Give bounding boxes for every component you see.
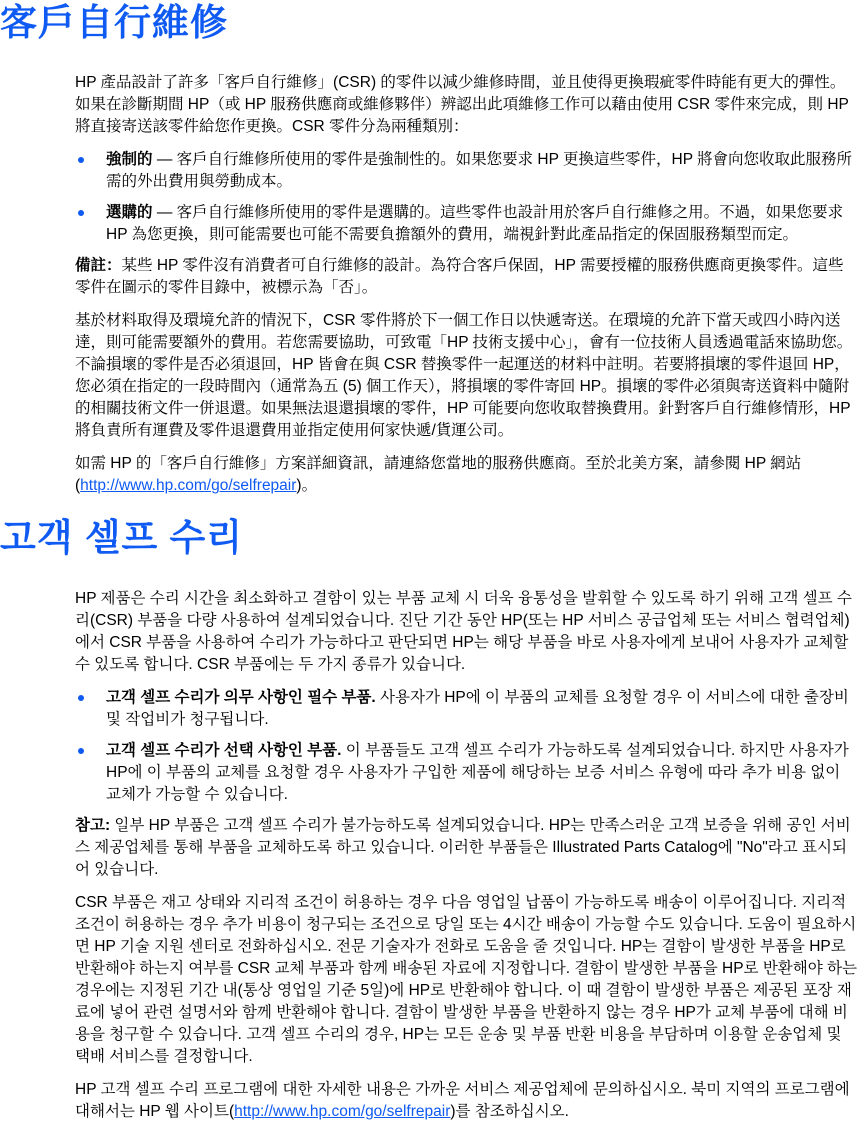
bullet-icon — [78, 695, 84, 701]
page-title-zh: 客戶自行維修 — [0, 2, 228, 43]
bullet-text: — 客戶自行維修所使用的零件是強制性的。如果您要求 HP 更換這些零件，HP 將會向您收取此服務所需的外出費用與勞動成本。 — [106, 151, 853, 191]
note-paragraph-ko — [75, 815, 857, 881]
closing-prefix: HP 고객 셀프 수리 프로그램에 대한 자세한 내용은 가까운 서비스 제공업체에 문의하십시오. 북미 지역의 프로그램에 대해서는 HP 웹 사이트( — [75, 1080, 850, 1120]
closing-paragraph-zh — [75, 453, 857, 497]
bullet-icon — [78, 210, 84, 216]
note-label: 備註： — [75, 257, 122, 275]
selfrepair-link-zh[interactable]: http://www.hp.com/go/selfrepair — [80, 477, 297, 495]
bullet-icon — [78, 157, 84, 163]
note-text: 某些 HP 零件沒有消費者可自行維修的設計。為符合客戶保固，HP 需要授權的服務供應商更換零件。這些零件在圖示的零件目錄中，被標示為「否」。 — [75, 257, 844, 297]
bullet-text: — 客戶自行維修所使用的零件是選購的。這些零件也設計用於客戶自行維修之用。不過，如果您要求 HP 為您更換，則可能需要也可能不需要負擔額外的費用，端視針對此產品指定的保固服務類型而定。 — [106, 204, 844, 244]
note-label: 참고: — [75, 816, 111, 834]
section-content-zh — [75, 72, 857, 497]
section-content-ko — [75, 588, 857, 1123]
note-paragraph-zh — [75, 255, 857, 299]
bullet-term: 고객 셀프 수리가 선택 사항인 부품. — [106, 741, 342, 759]
closing-paragraph-ko — [75, 1079, 857, 1123]
bullet-text: 이 부품들도 고객 셀프 수리가 가능하도록 설계되었습니다. 하지만 사용자가 HP에 이 부품의 교체를 요청할 경우 사용자가 구입한 제품에 해당하는 보증 서비스 유형에 따라 추가 비용 없이 교체가 가능할 수 있습니다. — [106, 741, 849, 803]
section-customer-self-repair-zh — [0, 2, 859, 497]
shipping-paragraph-ko: CSR 부품은 재고 상태와 지리적 조건이 허용하는 경우 다음 영업일 납품이 가능하도록 배송이 이루어집니다. 지리적 조건이 허용하는 경우 추가 비용이 청구되는 조건으로 당일 또는 4시간 배송이 가능할 수도 있습니다. 도움이 필요하시면 HP 기술 지원 센터로 전화하십시오. 전문 기술자가 전화로 도움을 줄 것입니다. HP는 결함이 발생한 부품을 HP로 반환해야 하는지 여부를 CSR 교체 부품과 함께 배송된 자료에 지정합니다. 결함이 발생한 부품을 HP로 반환해야 하는 경우에는 지정된 기간 내(통상 영업일 기준 5일)에 HP로 반환해야 합니다. 이 때 결함이 발생한 부품은 제공된 포장 재료에 넣어 관련 설명서와 함께 반환해야 합니다. 결함이 발생한 부품을 반환하지 않는 경우 HP가 교체 부품에 대해 비용을 청구할 수 있습니다. 고객 셀프 수리의 경우, HP는 모든 운송 및 부품 반환 비용을 부담하며 이용할 운송업체 및 택배 서비스를 결정합니다. — [75, 893, 857, 1065]
list-item-mandatory-ko — [75, 687, 857, 731]
bullet-term: 強制的 — [106, 151, 153, 169]
page-title-ko: 고객 셀프 수리 — [0, 517, 244, 559]
intro-paragraph-zh: HP 產品設計了許多「客戶自行維修」(CSR) 的零件以減少維修時間，並且使得更換瑕疵零件時能有更大的彈性。如果在診斷期間 HP（或 HP 服務供應商或維修夥伴）辨認出此項維修工作可以藉由使用 CSR 零件來完成，則 HP 將直接寄送該零件給您作更換。CSR 零件分為兩種類別： — [75, 74, 849, 136]
csr-part-types-list-ko — [75, 687, 857, 806]
closing-suffix: )。 — [296, 477, 318, 495]
list-item-optional-ko — [75, 740, 857, 806]
intro-paragraph-ko: HP 제품은 수리 시간을 최소화하고 결함이 있는 부품 교체 시 더욱 융통성을 발휘할 수 있도록 하기 위해 고객 셀프 수리(CSR) 부품을 다량 사용하여 설계되었습니다. 진단 기간 동안 HP(또는 HP 서비스 공급업체 또는 서비스 협력업체)에서 CSR 부품을 사용하여 수리가 가능하다고 판단되면 HP는 해당 부품을 바로 사용자에게 보내어 사용자가 교체할 수 있도록 합니다. CSR 부품에는 두 가지 종류가 있습니다. — [75, 589, 852, 673]
list-item-mandatory-zh — [75, 149, 857, 193]
shipping-paragraph-zh: 基於材料取得及環境允許的情況下，CSR 零件將於下一個工作日以快遞寄送。在環境的允許下當天或四小時內送達，則可能需要額外的費用。若您需要協助，可致電「HP 技術支援中心」，會有一位技術人員透過電話來協助您。不論損壞的零件是否必須退回，HP 皆會在與 CSR 替換零件一起運送的材料中註明。若要將損壞的零件退回 HP，您必須在指定的一段時間內（通常為五 (5) 個工作天），將損壞的零件寄回 HP。損壞的零件必須與寄送資料中隨附的相關技術文件一併退還。如果無法退還損壞的零件，HP 可能要向您收取替換費用。針對客戶自行維修情形，HP 將負責所有運費及零件退還費用並指定使用何家快遞/貨運公司。 — [75, 312, 853, 440]
closing-prefix: 如需 HP 的「客戶自行維修」方案詳細資訊，請連絡您當地的服務供應商。至於北美方案，請參閱 HP 網站 ( — [75, 455, 802, 495]
bullet-text: 사용자가 HP에 이 부품의 교체를 요청할 경우 이 서비스에 대한 출장비 및 작업비가 청구됩니다. — [106, 688, 849, 728]
closing-suffix: )를 참조하십시오. — [450, 1102, 569, 1120]
csr-part-types-list-zh — [75, 149, 857, 246]
section-customer-self-repair-ko — [0, 517, 859, 1122]
note-text: 일부 HP 부품은 고객 셀프 수리가 불가능하도록 설계되었습니다. HP는 만족스러운 고객 보증을 위해 공인 서비스 제공업체를 통해 부품을 교체하도록 하고 있습니다. 이러한 부품들은 Illustrated Parts Catalog에 "No"라고 표시되어 있습니다. — [75, 816, 851, 878]
list-item-optional-zh — [75, 202, 857, 246]
selfrepair-link-ko[interactable]: http://www.hp.com/go/selfrepair — [234, 1102, 451, 1120]
bullet-term: 고객 셀프 수리가 의무 사항인 필수 부품. — [106, 688, 376, 706]
bullet-term: 選購的 — [106, 204, 153, 222]
bullet-icon — [78, 748, 84, 754]
